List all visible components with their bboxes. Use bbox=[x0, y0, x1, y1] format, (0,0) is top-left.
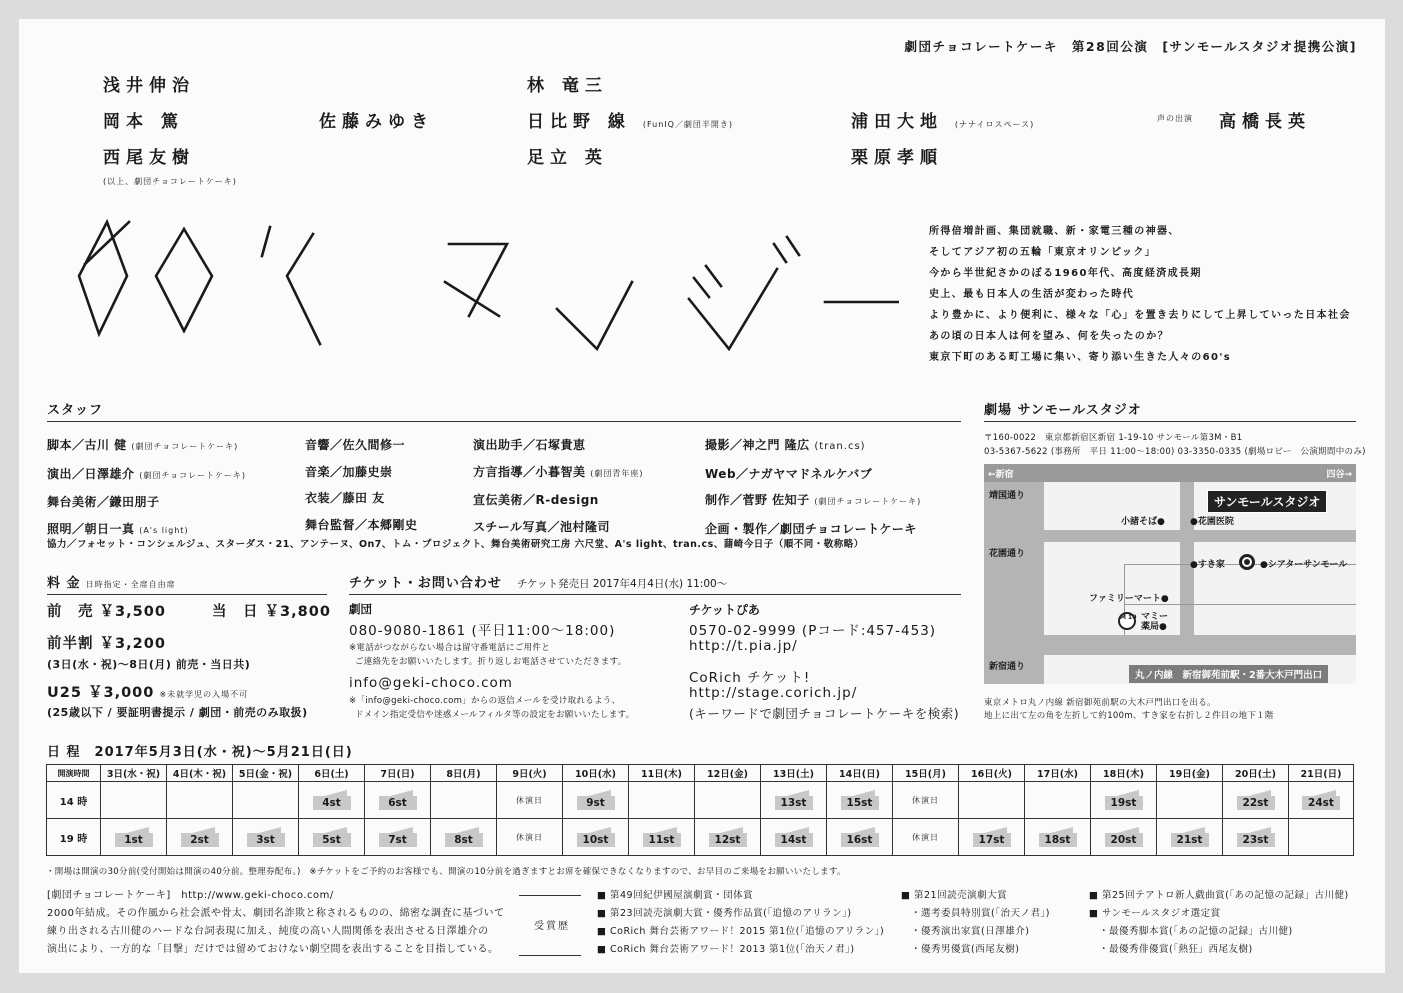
performance-badge bbox=[1039, 827, 1077, 847]
schedule-performance-cell bbox=[827, 819, 893, 856]
price-door: 当 日 ￥3,800 bbox=[212, 604, 331, 620]
schedule-days-row bbox=[47, 765, 1354, 782]
venue-map: ←新宿 四谷→ 靖国通り 花園通り 新宿通り サンモールスタジオ 小諸そば● ●花園医院 ●すき家 ●シアターサンモール ファミリーマート● M 10 マミー 薬局● 丸ノ内線 新宿御苑前駅・2番大木戸門出口 bbox=[984, 464, 1356, 684]
performance-number: 8st bbox=[454, 834, 473, 846]
schedule-day-header: 8日(月) bbox=[431, 765, 497, 782]
schedule-performance-cell bbox=[365, 782, 431, 819]
ticket-title-row: チケット・お問い合わせ チケット発売日 2017年4月4日(水) 11:00～ bbox=[349, 576, 728, 591]
ticket-tel-note: ご連絡先をお願いいたします。折り返しお電話させていただきます。 bbox=[355, 657, 627, 667]
staff-col-4: 撮影／神之門 隆広 (tran.cs) Web／ナガヤマドネルケバブ 制作／菅野 佐知子 (劇団チョコレートケーキ) 企画・製作／劇団チョコレートケーキ bbox=[705, 438, 922, 536]
cast-name: 佐藤みゆき bbox=[319, 112, 434, 132]
performance-number: 4st bbox=[322, 797, 341, 809]
map-road-hanazono: 花園通り bbox=[989, 549, 1026, 559]
schedule-performance-cell bbox=[1223, 782, 1289, 819]
map-west: ←新宿 bbox=[988, 470, 1014, 480]
performance-badge bbox=[577, 790, 615, 810]
performance-badge bbox=[643, 827, 681, 847]
performance-badge bbox=[115, 827, 153, 847]
cast-name: 浦田大地 (ナナイロスペース) bbox=[851, 112, 1035, 132]
schedule-performance-cell bbox=[233, 819, 299, 856]
schedule-performance-cell bbox=[1091, 782, 1157, 819]
intro-text: 所得倍増計画、集団就職、新・家電三種の神器、 そしてアジア初の五輪「東京オリンピック」 今から半世紀さかのぼる1960年代、高度経済成長期 史上、最も日本人の生活が変わった時代 より豊かに、より便利に、様々な「心」を置き去りにして上昇していった日本社会 あの頃の日本人は何を望み、何を失ったのか？ 東京下町のある町工場に集い、寄り添い生きた人々の60's bbox=[929, 226, 1351, 363]
schedule-performance-cell bbox=[1289, 782, 1354, 819]
pia-url[interactable]: http://t.pia.jp/ bbox=[689, 638, 798, 654]
pia-tel[interactable]: 0570-02-9999 (Pコード:457-453) bbox=[689, 623, 937, 639]
performance-number: 19st bbox=[1110, 797, 1137, 809]
schedule-performance-cell bbox=[365, 819, 431, 856]
schedule-performance-cell bbox=[761, 819, 827, 856]
schedule-corner: 開演時間 bbox=[47, 765, 101, 782]
schedule-day-header: 9日(火) bbox=[497, 765, 563, 782]
map-east: 四谷→ bbox=[1326, 470, 1352, 480]
map-sanmoru-label: サンモールスタジオ bbox=[1207, 490, 1327, 513]
schedule-day-header: 12日(金) bbox=[695, 765, 761, 782]
performance-header: 劇団チョコレートケーキ 第28回公演 [サンモールスタジオ提携公演] bbox=[904, 39, 1357, 54]
ticket-tel[interactable]: 080-9080-1861 (平日11:00～18:00) bbox=[349, 623, 616, 639]
time-19: 19 時 bbox=[47, 819, 101, 856]
price-title-row: 料 金 日時指定・全席自由席 bbox=[47, 576, 176, 591]
performance-number: 1st bbox=[124, 834, 143, 846]
schedule-day-header: 14日(日) bbox=[827, 765, 893, 782]
price-u25-note: (25歳以下 / 要証明書提示 / 劇団・前売のみ取扱) bbox=[47, 706, 308, 719]
performance-badge bbox=[313, 827, 351, 847]
performance-badge bbox=[709, 827, 747, 847]
schedule-performance-cell bbox=[299, 819, 365, 856]
performance-number: 21st bbox=[1176, 834, 1203, 846]
schedule-performance-cell bbox=[629, 819, 695, 856]
rest-day-label: 休演日 bbox=[516, 795, 543, 805]
performance-badge bbox=[973, 827, 1011, 847]
schedule-day-header: 17日(水) bbox=[1025, 765, 1091, 782]
schedule-performance-cell bbox=[299, 782, 365, 819]
cooperation: 協力／フォセット・コンシェルジュ、スターダス・21、アンテーヌ、On7、トム・プロジェクト、舞台美術研究工房 六尺堂、A's light、tran.cs、藷崎今日子（順不同・敬称略） bbox=[47, 539, 864, 550]
performance-badge bbox=[841, 790, 879, 810]
performance-badge bbox=[1237, 790, 1275, 810]
schedule-day-header: 7日(日) bbox=[365, 765, 431, 782]
corich-keyword: (キーワードで劇団チョコレートケーキを検索) bbox=[689, 706, 960, 721]
performance-number: 18st bbox=[1044, 834, 1071, 846]
schedule-performance-cell bbox=[1157, 819, 1223, 856]
schedule-empty-cell bbox=[233, 782, 299, 819]
performance-badge bbox=[379, 790, 417, 810]
cast-name: 高橋長英 bbox=[1219, 112, 1311, 132]
schedule-day-header: 20日(土) bbox=[1223, 765, 1289, 782]
pia-label: チケットぴあ bbox=[689, 603, 760, 617]
performance-number: 15st bbox=[846, 797, 873, 809]
cast-name: 日比野 線 (FunIQ／劇団半開き) bbox=[527, 112, 734, 132]
schedule-rest-day bbox=[893, 782, 959, 819]
price-early: 前半割 ￥3,200 bbox=[47, 636, 166, 652]
performance-number: 5st bbox=[322, 834, 341, 846]
performance-badge bbox=[1171, 827, 1209, 847]
schedule-performance-cell bbox=[563, 819, 629, 856]
cast-affiliation: (ナナイロスペース) bbox=[954, 120, 1035, 129]
awards-col-1: ■ 第49回紀伊國屋演劇賞・団体賞 ■ 第23回読売演劇大賞・優秀作品賞(「追憶のアリラン」) ■ CoRich 舞台芸術アワード！2015 第1位(「追憶のアリラン」) ■ CoRich 舞台芸術アワード！2013 第1位(「治天ノ君」) bbox=[597, 890, 885, 955]
cast-name: 栗原孝順 bbox=[851, 148, 943, 168]
company-note: (以上、劇団チョコレートケーキ) bbox=[103, 177, 237, 186]
schedule-day-header: 11日(木) bbox=[629, 765, 695, 782]
cast-name: 西尾友樹 bbox=[103, 148, 195, 168]
schedule-table bbox=[46, 764, 1354, 856]
schedule-day-header: 13日(土) bbox=[761, 765, 827, 782]
venue-title: 劇場 サンモールスタジオ bbox=[984, 403, 1142, 418]
performance-number: 7st bbox=[388, 834, 407, 846]
performance-number: 12st bbox=[714, 834, 741, 846]
price-u25: U25 ￥3,000 ※未就学児の入場不可 bbox=[47, 685, 249, 701]
schedule-empty-cell bbox=[431, 782, 497, 819]
rest-day-label: 休演日 bbox=[516, 832, 543, 842]
schedule-performance-cell bbox=[959, 819, 1025, 856]
corich-url[interactable]: http://stage.corich.jp/ bbox=[689, 685, 858, 701]
schedule-day-header: 10日(水) bbox=[563, 765, 629, 782]
schedule-empty-cell bbox=[1157, 782, 1223, 819]
voice-label: 声の出演 bbox=[1157, 114, 1193, 123]
cast-name: 林 竜三 bbox=[527, 76, 608, 96]
performance-badge bbox=[247, 827, 285, 847]
access-1: 東京メトロ丸ノ内線 新宿御苑前駅の大木戸門出口を出る。 bbox=[984, 698, 1216, 708]
schedule-rest-day bbox=[893, 819, 959, 856]
title-logo bbox=[49, 214, 899, 364]
schedule-performance-cell bbox=[563, 782, 629, 819]
schedule-rest-day bbox=[497, 782, 563, 819]
performance-number: 17st bbox=[978, 834, 1005, 846]
schedule-performance-cell bbox=[167, 819, 233, 856]
cast-name: 足立 英 bbox=[527, 148, 608, 168]
staff-col-3: 演出助手／石塚貴恵 方言指導／小暮智美 (劇団青年座) 宣伝美術／R-design スチール写真／池村隆司 bbox=[473, 438, 644, 534]
flyer-sheet bbox=[19, 19, 1385, 973]
performance-number: 23st bbox=[1242, 834, 1269, 846]
schedule-day-header: 6日(土) bbox=[299, 765, 365, 782]
schedule-performance-cell bbox=[431, 819, 497, 856]
staff-col-2: 音響／佐久間修一 音楽／加藤史崇 衣装／藤田 友 舞台監督／本郷剛史 bbox=[305, 438, 418, 532]
schedule-performance-cell bbox=[761, 782, 827, 819]
rest-day-label: 休演日 bbox=[912, 795, 939, 805]
awards-col-3: ■ 第25回テアトロ新人戯曲賞(「あの記憶の記録」古川健) ■ サンモールスタジオ選定賞 ・最優秀脚本賞(「あの記憶の記録」古川健) ・最優秀俳優賞(「熱狂」西尾友樹) bbox=[1089, 890, 1349, 955]
venue-address: 〒160-0022 東京都新宿区新宿 1-19-10 サンモール第3M・B1 bbox=[984, 433, 1243, 443]
venue-phone: 03-5367-5622 (事務所 平日 11:00～18:00) 03-3350-0335 (劇場ロビー 公演期間中のみ) bbox=[984, 447, 1366, 457]
schedule-empty-cell bbox=[959, 782, 1025, 819]
schedule-performance-cell bbox=[695, 819, 761, 856]
awards-label: 受賞歴 bbox=[534, 921, 570, 932]
price-early-note: (3日(水・祝)～8日(月) 前売・当日共) bbox=[47, 658, 251, 671]
performance-badge bbox=[775, 827, 813, 847]
performance-number: 10st bbox=[582, 834, 609, 846]
performance-number: 16st bbox=[846, 834, 873, 846]
ticket-company-label: 劇団 bbox=[349, 602, 372, 616]
map-exit-label: 丸ノ内線 新宿御苑前駅・2番大木戸門出口 bbox=[1129, 665, 1328, 683]
schedule-day-header: 5日(金・祝) bbox=[233, 765, 299, 782]
performance-number: 24st bbox=[1308, 797, 1334, 809]
cast-name: 浅井伸治 bbox=[103, 76, 195, 96]
staff-title: スタッフ bbox=[47, 403, 104, 418]
schedule-empty-cell bbox=[167, 782, 233, 819]
schedule-performance-cell bbox=[827, 782, 893, 819]
schedule-empty-cell bbox=[1289, 819, 1354, 856]
schedule-performance-cell bbox=[1091, 819, 1157, 856]
access-2: 地上に出て左の角を左折して約100m、すき家を右折し２件目の地下１階 bbox=[984, 711, 1274, 721]
schedule-footnote: ・開場は開演の30分前(受付開始は開演の40分前。整理券配布。) ※チケットをご予約のお客様でも、開演の10分前を過ぎますとお席を確保できなくなりますので、お早目のご来場をお願いいたします。 bbox=[46, 867, 846, 877]
time-14: 14 時 bbox=[47, 782, 101, 819]
staff-col-1: 脚本／古川 健 (劇団チョコレートケーキ) 演出／日澤雄介 (劇団チョコレートケーキ) 舞台美術／鎌田朋子 照明／朝日一真 (A's light) bbox=[47, 438, 247, 536]
schedule-title: 日 程 2017年5月3日(水・祝)～5月21日(日) bbox=[47, 745, 353, 760]
schedule-row-14 bbox=[47, 782, 1354, 819]
schedule-day-header: 3日(水・祝) bbox=[101, 765, 167, 782]
schedule-day-header: 19日(金) bbox=[1157, 765, 1223, 782]
cast-name: 岡本 篤 bbox=[103, 112, 184, 132]
schedule-empty-cell bbox=[629, 782, 695, 819]
schedule-performance-cell bbox=[1025, 819, 1091, 856]
performance-badge bbox=[1302, 790, 1340, 810]
awards-col-2: ■ 第21回読売演劇大賞 ・選考委員特別賞(「治天ノ君」) ・優秀演出家賞(日澤雄介) ・優秀男優賞(西尾友樹) bbox=[901, 890, 1050, 955]
schedule-empty-cell bbox=[101, 782, 167, 819]
performance-badge bbox=[1105, 827, 1143, 847]
performance-badge bbox=[577, 827, 615, 847]
corich-label: CoRich チケット! bbox=[689, 670, 811, 686]
ticket-mail[interactable]: info@geki-choco.com bbox=[349, 675, 513, 691]
schedule-empty-cell bbox=[695, 782, 761, 819]
map-road-shinjuku: 新宿通り bbox=[989, 662, 1026, 672]
performance-badge bbox=[313, 790, 351, 810]
rest-day-label: 休演日 bbox=[912, 832, 939, 842]
schedule-day-header: 15日(月) bbox=[893, 765, 959, 782]
performance-number: 13st bbox=[780, 797, 807, 809]
price-advance: 前 売 ￥3,500 bbox=[47, 604, 166, 620]
performance-number: 3st bbox=[256, 834, 275, 846]
about-company: [劇団チョコレートケーキ] http://www.geki-choco.com/ 2000年結成。その作風から社会派や骨太、劇団名詐欺と称されるものの、綿密な調査に基づいて 練り出される古川健のハードな台詞表現に加え、純度の高い人間関係を表出させる日澤雄介の 演出により、一方的な「目撃」だけでは留めておけない劇空間を表出することを目指している。 bbox=[47, 890, 505, 955]
ticket-mail-note: ドメイン指定受信や迷惑メールフィルタ等の設定をお願いいたします。 bbox=[355, 710, 635, 720]
map-road-yasukuni: 靖国通り bbox=[989, 491, 1026, 501]
schedule-rest-day bbox=[497, 819, 563, 856]
schedule-day-header: 21日(日) bbox=[1289, 765, 1354, 782]
performance-badge bbox=[445, 827, 483, 847]
schedule-performance-cell bbox=[101, 819, 167, 856]
schedule-performance-cell bbox=[1223, 819, 1289, 856]
performance-number: 20st bbox=[1110, 834, 1137, 846]
schedule-day-header: 4日(木・祝) bbox=[167, 765, 233, 782]
performance-number: 11st bbox=[648, 834, 675, 846]
cast-affiliation: (FunIQ／劇団半開き) bbox=[642, 120, 734, 129]
performance-number: 6st bbox=[388, 797, 407, 809]
performance-number: 14st bbox=[780, 834, 807, 846]
performance-badge bbox=[1105, 790, 1143, 810]
performance-badge bbox=[841, 827, 879, 847]
ticket-tel-note: ※電話がつながらない場合は留守番電話にご用件と bbox=[349, 643, 551, 653]
schedule-day-header: 16日(火) bbox=[959, 765, 1025, 782]
schedule-row-19 bbox=[47, 819, 1354, 856]
schedule-day-header: 18日(木) bbox=[1091, 765, 1157, 782]
performance-badge bbox=[775, 790, 813, 810]
performance-badge bbox=[379, 827, 417, 847]
metro-icon: M 10 bbox=[1118, 612, 1136, 630]
performance-badge bbox=[181, 827, 219, 847]
performance-number: 9st bbox=[586, 797, 605, 809]
performance-number: 22st bbox=[1242, 797, 1269, 809]
schedule-empty-cell bbox=[1025, 782, 1091, 819]
performance-badge bbox=[1237, 827, 1275, 847]
ticket-mail-note: ※「info@geki-choco.com」からの返信メールを受け取れるよう、 bbox=[349, 696, 621, 706]
performance-number: 2st bbox=[190, 834, 209, 846]
